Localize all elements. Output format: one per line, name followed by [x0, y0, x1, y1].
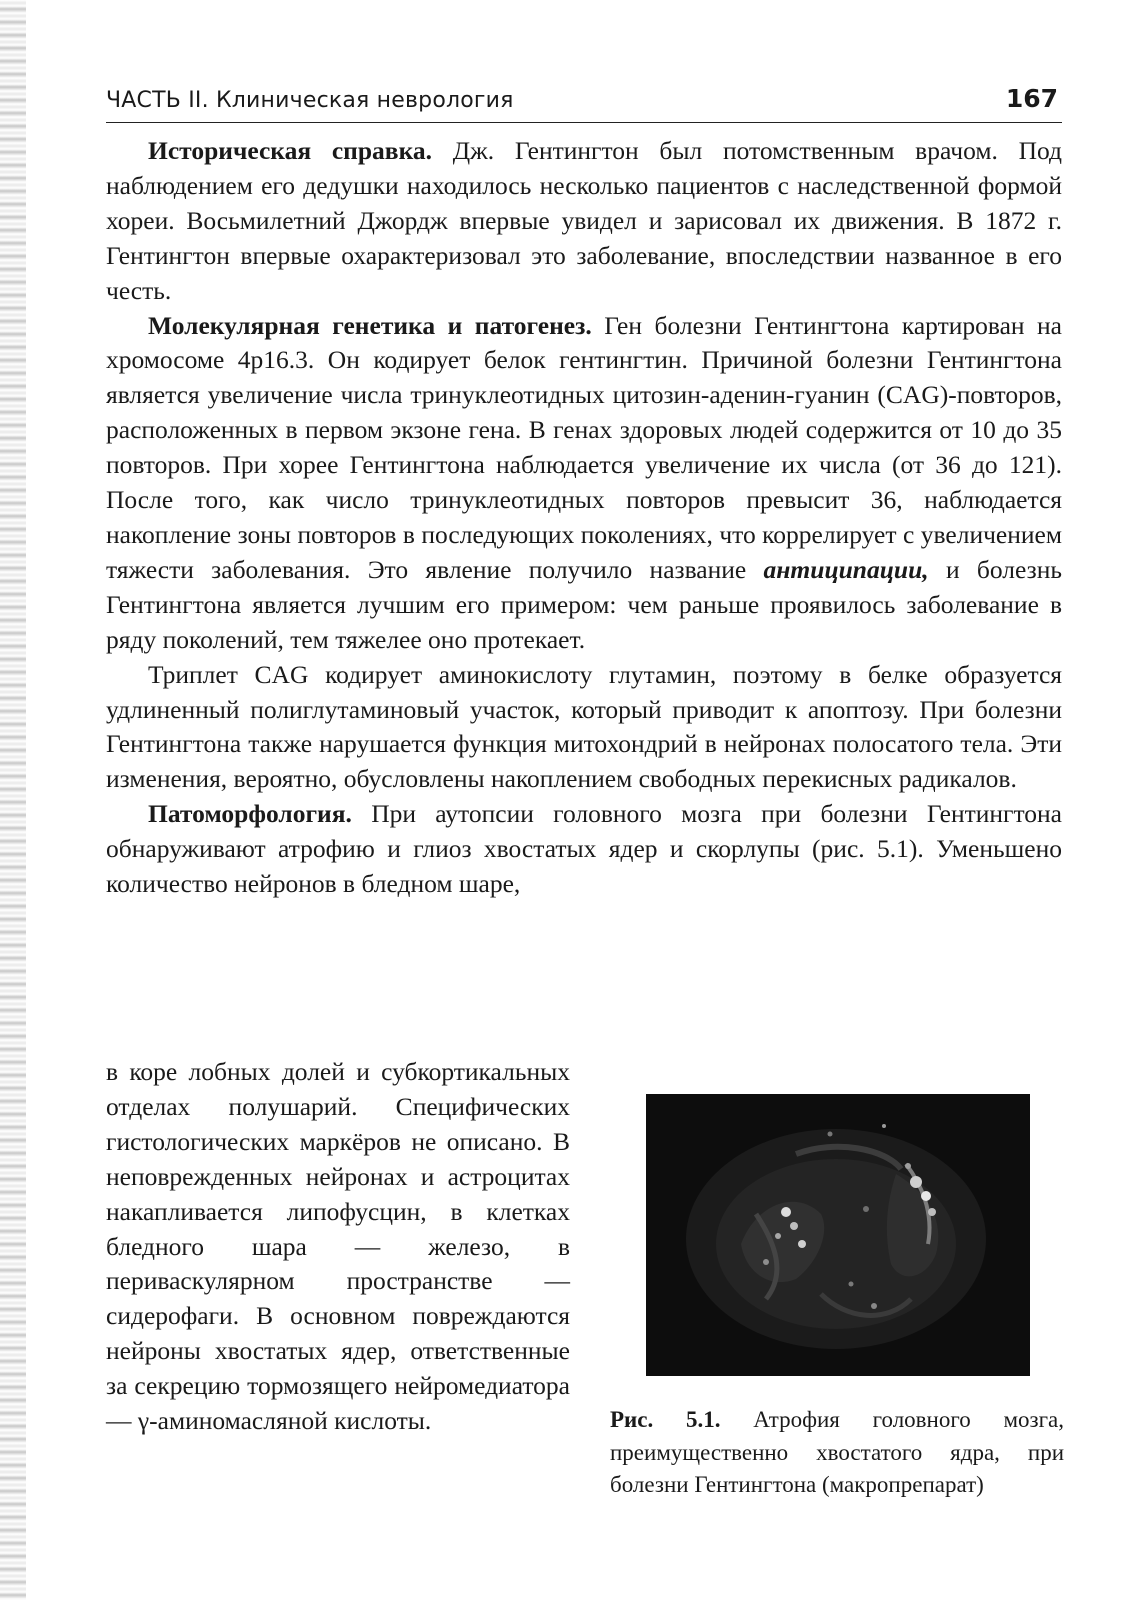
- paragraph-pathomorphology: [106, 797, 1062, 902]
- heading-history: Историческая справка.: [148, 136, 433, 165]
- paragraph-genetics: [106, 309, 1062, 658]
- text-pathomorphology: При аутопсии головного мозга при болезни Гентингтона обнаруживают атрофию и глиоз хвостатых ядер и скорлупы (рис. 5.1). Уменьшено количество нейронов в бледном шаре,: [106, 799, 1063, 899]
- figure-caption-text: Атрофия головного мозга, преимущественно хвостатого ядра, при болезни Гентингтона (макропрепарат): [610, 1407, 1065, 1497]
- main-text: [106, 134, 1062, 902]
- heading-pathomorphology: Патоморфология.: [148, 799, 352, 829]
- text-genetics-1: Ген болезни Гентингтона картирован на хромосоме 4p16.3. Он кодирует белок гентингтин. Причиной болезни Гентингтона является увеличение числа тринуклеотидных цитозин-аденин-гуанин (CAG)-повторов, расположенных в первом экзоне гена. В генах здоровых людей содержится от 10 до 35 повторов. При хорее Гентингтона наблюдается увеличение их числа (от 36 до 121). После того, как число тринуклеотидных повторов превысит 36, наблюдается накопление зоны повторов в последующих поколениях, что коррелирует с увеличением тяжести заболевания. Это явление получило название: [106, 310, 1063, 584]
- running-title: ЧАСТЬ II. Клиническая неврология: [106, 88, 514, 113]
- text-history: Дж. Гентингтон был потомственным врачом. Под наблюдением его дедушки находилось несколько пациентов с наследственной формой хореи. Восьмилетний Джордж впервые увидел и зарисовал их движения. В 1872 г. Гентингтон впервые охарактеризовал это заболевание, впоследствии названное в его честь.: [106, 136, 1062, 305]
- figure-caption: [610, 1404, 1064, 1502]
- term-anticipation: антиципации,: [763, 554, 929, 584]
- wrapped-text-column: [106, 1055, 570, 1439]
- figure-label: Рис. 5.1.: [610, 1407, 721, 1432]
- page-header: [106, 82, 1062, 123]
- text-genetics-2: и болезнь Гентингтона является лучшим его примером: чем раньше проявилось заболевание в ряду поколений, тем тяжелее оно протекает.: [106, 554, 1062, 654]
- scan-binding-edge: [0, 0, 26, 1600]
- text-pathomorphology-continuation: в коре лобных долей и субкортикальных отделах полушарий. Специфических гистологических маркёров не описано. В неповрежденных нейронах и астроцитах накапливается липофусцин, в клетках бледного шара — железо, в периваскулярном пространстве — сидерофаги. В основном повреждаются нейроны хвостатых ядер, ответственные за секрецию тормозящего нейромедиатора — γ-аминомасляной кислоты.: [106, 1057, 570, 1436]
- page-number: 167: [1005, 84, 1058, 113]
- heading-genetics: Молекулярная генетика и патогенез.: [148, 310, 592, 340]
- brain-photo-image: [646, 1094, 1030, 1376]
- paragraph-triplet: [106, 658, 1062, 798]
- figure-brain-photo: [646, 1094, 1030, 1376]
- paragraph-history: [106, 134, 1062, 309]
- text-triplet: Триплет CAG кодирует аминокислоту глутамин, поэтому в белке образуется удлиненный полиглутаминовый участок, который приводит к апоптозу. При болезни Гентингтона также нарушается функция митохондрий в нейронах полосатого тела. Эти изменения, вероятно, обусловлены накоплением свободных перекисных радикалов.: [106, 659, 1062, 794]
